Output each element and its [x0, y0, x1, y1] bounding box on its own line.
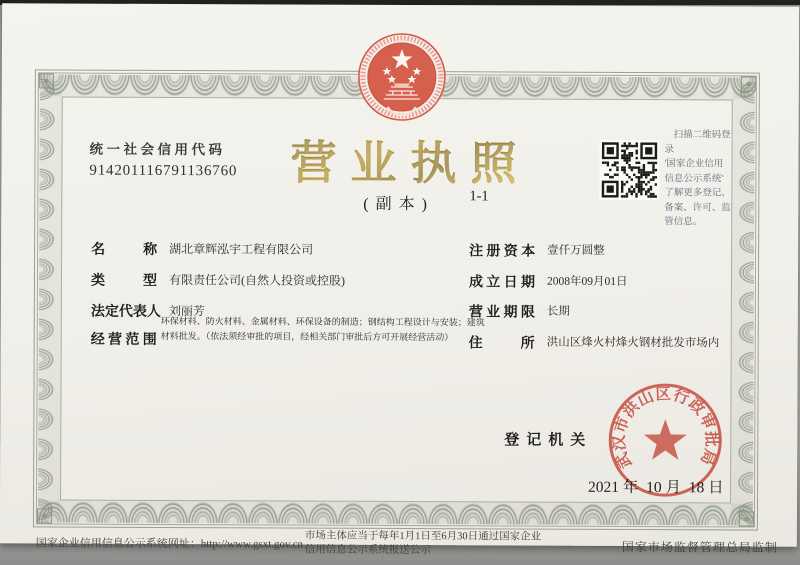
field-name: [91, 239, 313, 260]
field-established: [469, 271, 628, 292]
certificate-paper: [0, 3, 799, 556]
credit-code-value: 914201116791136760: [89, 162, 238, 180]
credit-code-label: 统一社会信用代码: [89, 141, 226, 158]
qr-note: 扫描二维码登录 '国家企业信用 信息公示系统' 了解更多登记、 备案、许可、监 管信息。: [664, 129, 731, 228]
footer-issuer: 国家市场监督管理总局监制: [621, 539, 778, 555]
qr-code: [599, 140, 659, 200]
license-subtitle: (副本): [363, 195, 435, 214]
field-type-label: 类型: [90, 271, 158, 288]
field-scope-label: 经营范围: [90, 330, 157, 347]
registration-authority-label: 登记机关: [504, 431, 593, 449]
field-scope-value: 环保材料、防火材料、金属材料、环保设备的制造；钢结构工程设计与安装；建筑材料批发。（依法须经审批的项目，经相关部门审批后方可开展经营活动）: [160, 315, 485, 342]
credit-code-block: [89, 138, 237, 181]
field-name-value: 湖北章辉泓宇工程有限公司: [169, 241, 314, 257]
field-term-value: 长期: [546, 305, 570, 318]
field-scope: [91, 329, 157, 349]
seal-text: 武汉市洪山区行政审批局: [610, 385, 720, 471]
field-established-value: 2008年09月01日: [546, 275, 628, 288]
field-capital-value: 壹仟万圆整: [547, 244, 605, 257]
field-type-value: 有限责任公司(自然人投资或控股): [168, 272, 346, 288]
issue-date: 2021 年 10 月 18 日: [588, 478, 724, 497]
field-term: [469, 301, 570, 321]
field-legal-rep-label: 法定代表人: [90, 302, 161, 319]
footer-annual-report-note: 市场主体应当于每年1月1日至6月30日通过国家企业信用信息公示系统报送公示: [304, 530, 542, 556]
field-established-label: 成立日期: [468, 273, 536, 290]
field-address-value: 洪山区烽火村烽火钢材批发市场内: [546, 336, 720, 350]
license-title: 营业执照: [263, 126, 543, 193]
official-seal: [575, 350, 756, 536]
field-term-label: 营业期限: [468, 303, 535, 320]
national-emblem-icon: [356, 29, 448, 134]
field-name-label: 名称: [91, 240, 158, 257]
field-address-label: 住所: [468, 334, 535, 351]
copy-number: 1-1: [469, 188, 489, 205]
field-type: [91, 270, 345, 291]
field-capital: [469, 240, 605, 261]
field-legal-rep-value: 刘丽芳: [168, 303, 205, 319]
field-capital-label: 注册资本: [469, 242, 536, 259]
footer-gsxt-url: 国家企业信用信息公示系统网址：http://www.gsxt.gov.cn: [35, 537, 304, 551]
